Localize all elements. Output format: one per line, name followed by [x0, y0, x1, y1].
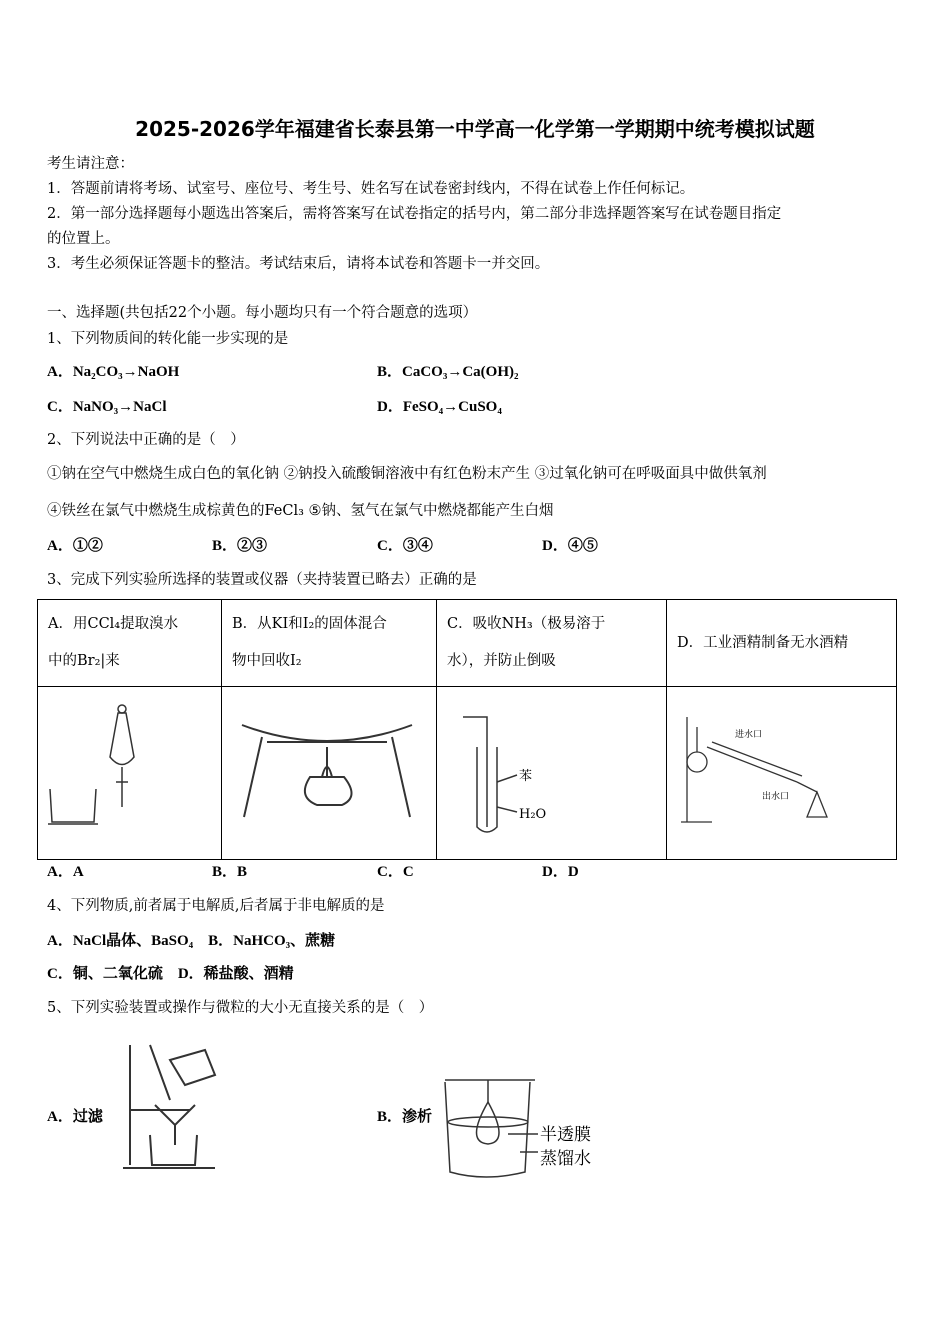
q3-cell-d: D．工业酒精制备无水酒精	[667, 600, 897, 687]
svg-text:进水口: 进水口	[735, 730, 763, 740]
q5-option-a: A．过滤	[47, 1109, 103, 1125]
q4-options-ab: A．NaCl晶体、BaSO₄ B．NaHCO₃、蔗糖	[47, 933, 336, 949]
q2-option-d: D．④⑤	[542, 538, 598, 554]
q2-option-b: B．②③	[212, 538, 268, 554]
filtration-figure	[115, 1035, 225, 1175]
q3-option-d: D．D	[542, 864, 579, 880]
q5-stem: 5、下列实验装置或操作与微粒的大小无直接关系的是（ ）	[47, 1000, 434, 1016]
notice-item: 1．答题前请将考场、试室号、座位号、考生号、姓名写在试卷密封线内，不得在试卷上作任何标记。	[47, 181, 695, 197]
q3-option-b: B．B	[212, 864, 248, 880]
notice-item: 3．考生必须保证答题卡的整洁。考试结束后，请将本试卷和答题卡一并交回。	[47, 256, 550, 272]
q3-table	[37, 599, 897, 860]
section-heading: 一、选择题(共包括22个小题。每小题均只有一个符合题意的选项）	[47, 305, 478, 321]
q2-option-a: A．①②	[47, 538, 103, 554]
svg-text:苯: 苯	[519, 769, 533, 784]
q1-option-d: D．FeSO₄→CuSO₄	[377, 399, 502, 415]
q1-stem: 1、下列物质间的转化能一步实现的是	[47, 331, 289, 347]
distillation-figure	[667, 687, 897, 860]
notice-heading: 考生请注意：	[47, 156, 134, 172]
q5-option-b: B．渗析	[377, 1109, 433, 1125]
q4-options-cd: C．铜、二氧化硫 D．稀盐酸、酒精	[47, 966, 294, 982]
q1-option-a: A．Na₂CO₃→NaOH	[47, 364, 180, 380]
gas-absorption-figure	[437, 687, 667, 860]
svg-text:H₂O: H₂O	[519, 807, 547, 822]
separatory-funnel-figure	[38, 687, 222, 860]
q3-cell-a: A．用CCl₄提取溴水 中的Br₂|来	[38, 600, 222, 687]
q4-stem: 4、下列物质,前者属于电解质,后者属于非电解质的是	[47, 898, 385, 914]
notice-item: 的位置上。	[47, 231, 120, 247]
q1-option-b: B．CaCO₃→Ca(OH)₂	[377, 364, 519, 380]
svg-text:出水口: 出水口	[762, 792, 790, 802]
q3-option-a: A．A	[47, 864, 84, 880]
svg-text:半透膜: 半透膜	[540, 1125, 591, 1145]
q2-stem: 2、下列说法中正确的是（ ）	[47, 432, 245, 448]
q3-option-c: C．C	[377, 864, 414, 880]
page-title: 2025-2026学年福建省长泰县第一中学高一化学第一学期期中统考模拟试题	[135, 117, 815, 141]
q1-option-c: C．NaNO₃→NaCl	[47, 399, 167, 415]
dialysis-figure	[440, 1072, 620, 1182]
sublimation-figure	[222, 687, 437, 860]
q3-stem: 3、完成下列实验所选择的装置或仪器（夹持装置已略去）正确的是	[47, 572, 477, 588]
svg-text:蒸馏水: 蒸馏水	[540, 1149, 591, 1169]
q3-cell-b: B．从KI和I₂的固体混合 物中回收I₂	[222, 600, 437, 687]
q2-option-c: C．③④	[377, 538, 433, 554]
notice-item: 2．第一部分选择题每小题选出答案后，需将答案写在试卷指定的括号内，第二部分非选择题答案写在试卷题目指定	[47, 206, 782, 222]
q2-statements-2: ④铁丝在氯气中燃烧生成棕黄色的FeCl₃ ⑤钠、氢气在氯气中燃烧都能产生白烟	[47, 503, 554, 519]
q3-cell-c: C．吸收NH₃（极易溶于 水），并防止倒吸	[437, 600, 667, 687]
q2-statements-1: ①钠在空气中燃烧生成白色的氧化钠 ②钠投入硫酸铜溶液中有红色粉末产生 ③过氧化钠可在呼吸面具中做供氧剂	[47, 466, 767, 482]
